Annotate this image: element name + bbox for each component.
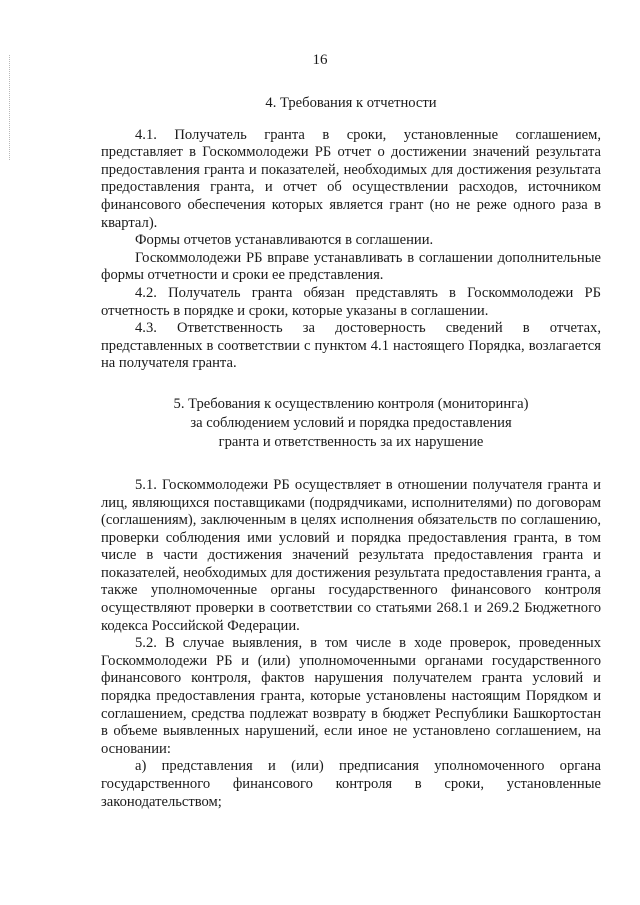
section-5-title-line: за соблюдением условий и порядка предоставления xyxy=(190,414,512,431)
page-number: 16 xyxy=(312,52,328,68)
paragraph-4-2: 4.2. Получатель гранта обязан представлять в Госкоммолодежи РБ отчетность в порядке и сроки, которые указаны в соглашении. xyxy=(101,284,601,319)
paragraph-additional-forms: Госкоммолодежи РБ вправе устанавливать в соглашении дополнительные формы отчетности и сроки ее представления. xyxy=(101,249,601,284)
scan-margin-marks xyxy=(9,55,13,160)
document-body xyxy=(101,95,601,811)
section-5-title-line: гранта и ответственность за их нарушение xyxy=(218,433,484,450)
paragraph-4-3: 4.3. Ответственность за достоверность сведений в отчетах, представленных в соответствии с пунктом 4.1 настоящего Порядка, возлагается на получателя гранта. xyxy=(101,320,601,372)
paragraph-4-1: 4.1. Получатель гранта в сроки, установленные соглашением, представляет в Госкоммолодежи РБ отчет о достижении значений результата предоставления гранта и показателей, необходимых для достижения результата предоставления гранта, и отчет об осуществлении расходов, источником финансового обеспечения которых является грант (но не реже одного раза в квартал). xyxy=(101,126,601,231)
paragraph-5-1: 5.1. Госкоммолодежи РБ осуществляет в отношении получателя гранта и лиц, являющихся поставщиками (подрядчиками, исполнителями) по договорам (соглашениям), заключенным в целях исполнения обязательств по соглашению, проверки соблюдения ими условий и порядка предоставления гранта, в том числе в части достижения значений результата предоставления гранта и показателей, необходимых для достижения результата предоставления гранта, а также уполномоченные органы государственного финансового контроля осуществляют проверки в соответствии со статьями 268.1 и 269.2 Бюджетного кодекса Российской Федерации. xyxy=(101,476,601,634)
section-4-title: 4. Требования к отчетности xyxy=(265,95,437,111)
section-5-title-line: 5. Требования к осуществлению контроля (мониторинга) xyxy=(173,395,529,412)
paragraph-report-forms: Формы отчетов устанавливаются в соглашении. xyxy=(135,232,434,249)
paragraph-5-2-a: а) представления и (или) предписания уполномоченного органа государственного финансового контроля в сроки, установленные законодательством; xyxy=(101,758,601,810)
paragraph-5-2: 5.2. В случае выявления, в том числе в ходе проверок, проведенных Госкоммолодежи РБ и (или) уполномоченными органами государственного финансового контроля, фактов нарушения получателем гранта условий и порядка предоставления гранта, которые установлены настоящим Порядком и соглашением, средства подлежат возврату в бюджет Республики Башкортостан в объеме выявленных нарушений, если иное не установлено соглашением, на основании: xyxy=(101,635,601,757)
section-5-title xyxy=(101,395,601,452)
